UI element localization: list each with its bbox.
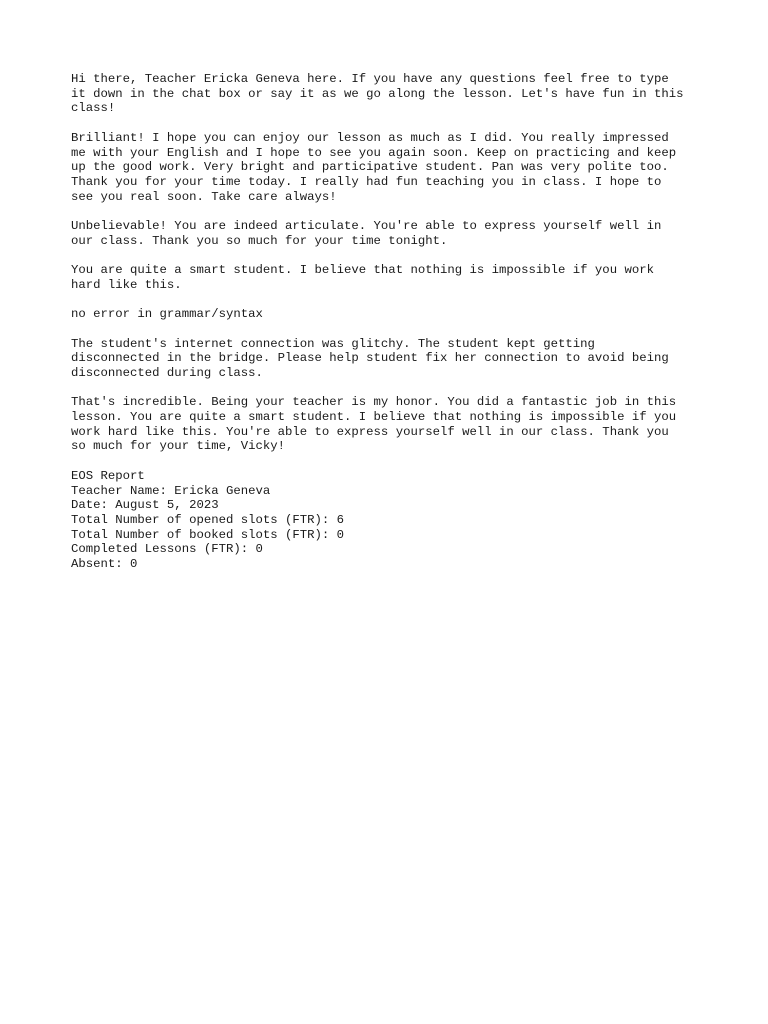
text-line: The student's internet connection was glitchy. The student kept getting — [71, 336, 595, 351]
grammar-note — [71, 307, 711, 322]
text-line: You are quite a smart student. I believe that nothing is impossible if you work — [71, 263, 654, 278]
text-line: disconnected in the bridge. Please help student fix her connection to avoid being — [71, 351, 669, 366]
text-line: it down in the chat box or say it as we go along the lesson. Let's have fun in this — [71, 86, 684, 101]
text-line: so much for your time, Vicky! — [71, 439, 286, 454]
feedback-paragraph-2 — [71, 219, 711, 248]
text-line: up the good work. Very bright and participative student. Pan was very polite too. — [71, 160, 669, 175]
report-opened-slots: Total Number of opened slots (FTR): 6 — [71, 512, 345, 527]
text-line: Hi there, Teacher Ericka Geneva here. If you have any questions feel free to type — [71, 72, 669, 86]
report-title: EOS Report — [71, 468, 145, 483]
text-line: That's incredible. Being your teacher is my honor. You did a fantastic job in this — [71, 395, 677, 410]
text-line: work hard like this. You're able to express yourself well in our class. Thank you — [71, 424, 669, 439]
report-teacher-name: Teacher Name: Ericka Geneva — [71, 483, 271, 498]
text-line: see you real soon. Take care always! — [71, 189, 337, 204]
feedback-paragraph-1 — [71, 131, 711, 205]
eos-report — [71, 469, 711, 572]
closing-paragraph — [71, 395, 711, 454]
text-line: our class. Thank you so much for your time tonight. — [71, 233, 448, 248]
text-line: Unbelievable! You are indeed articulate. You're able to express yourself well in — [71, 219, 662, 233]
text-line: Thank you for your time today. I really had fun teaching you in class. I hope to — [71, 174, 662, 189]
text-line: disconnected during class. — [71, 365, 263, 380]
report-completed-lessons: Completed Lessons (FTR): 0 — [71, 542, 263, 557]
text-line: lesson. You are quite a smart student. I believe that nothing is impossible if you — [71, 410, 677, 425]
report-absent: Absent: 0 — [71, 557, 138, 572]
text-line: no error in grammar/syntax — [71, 307, 263, 322]
text-line: me with your English and I hope to see you again soon. Keep on practicing and keep — [71, 145, 677, 160]
connection-note — [71, 337, 711, 381]
report-date: Date: August 5, 2023 — [71, 498, 219, 513]
text-line: class! — [71, 101, 116, 116]
document-body — [71, 72, 711, 572]
feedback-paragraph-3 — [71, 263, 711, 292]
report-booked-slots: Total Number of booked slots (FTR): 0 — [71, 527, 345, 542]
text-line: hard like this. — [71, 277, 182, 292]
greeting-paragraph — [71, 72, 711, 116]
text-line: Brilliant! I hope you can enjoy our lesson as much as I did. You really impressed — [71, 130, 669, 145]
